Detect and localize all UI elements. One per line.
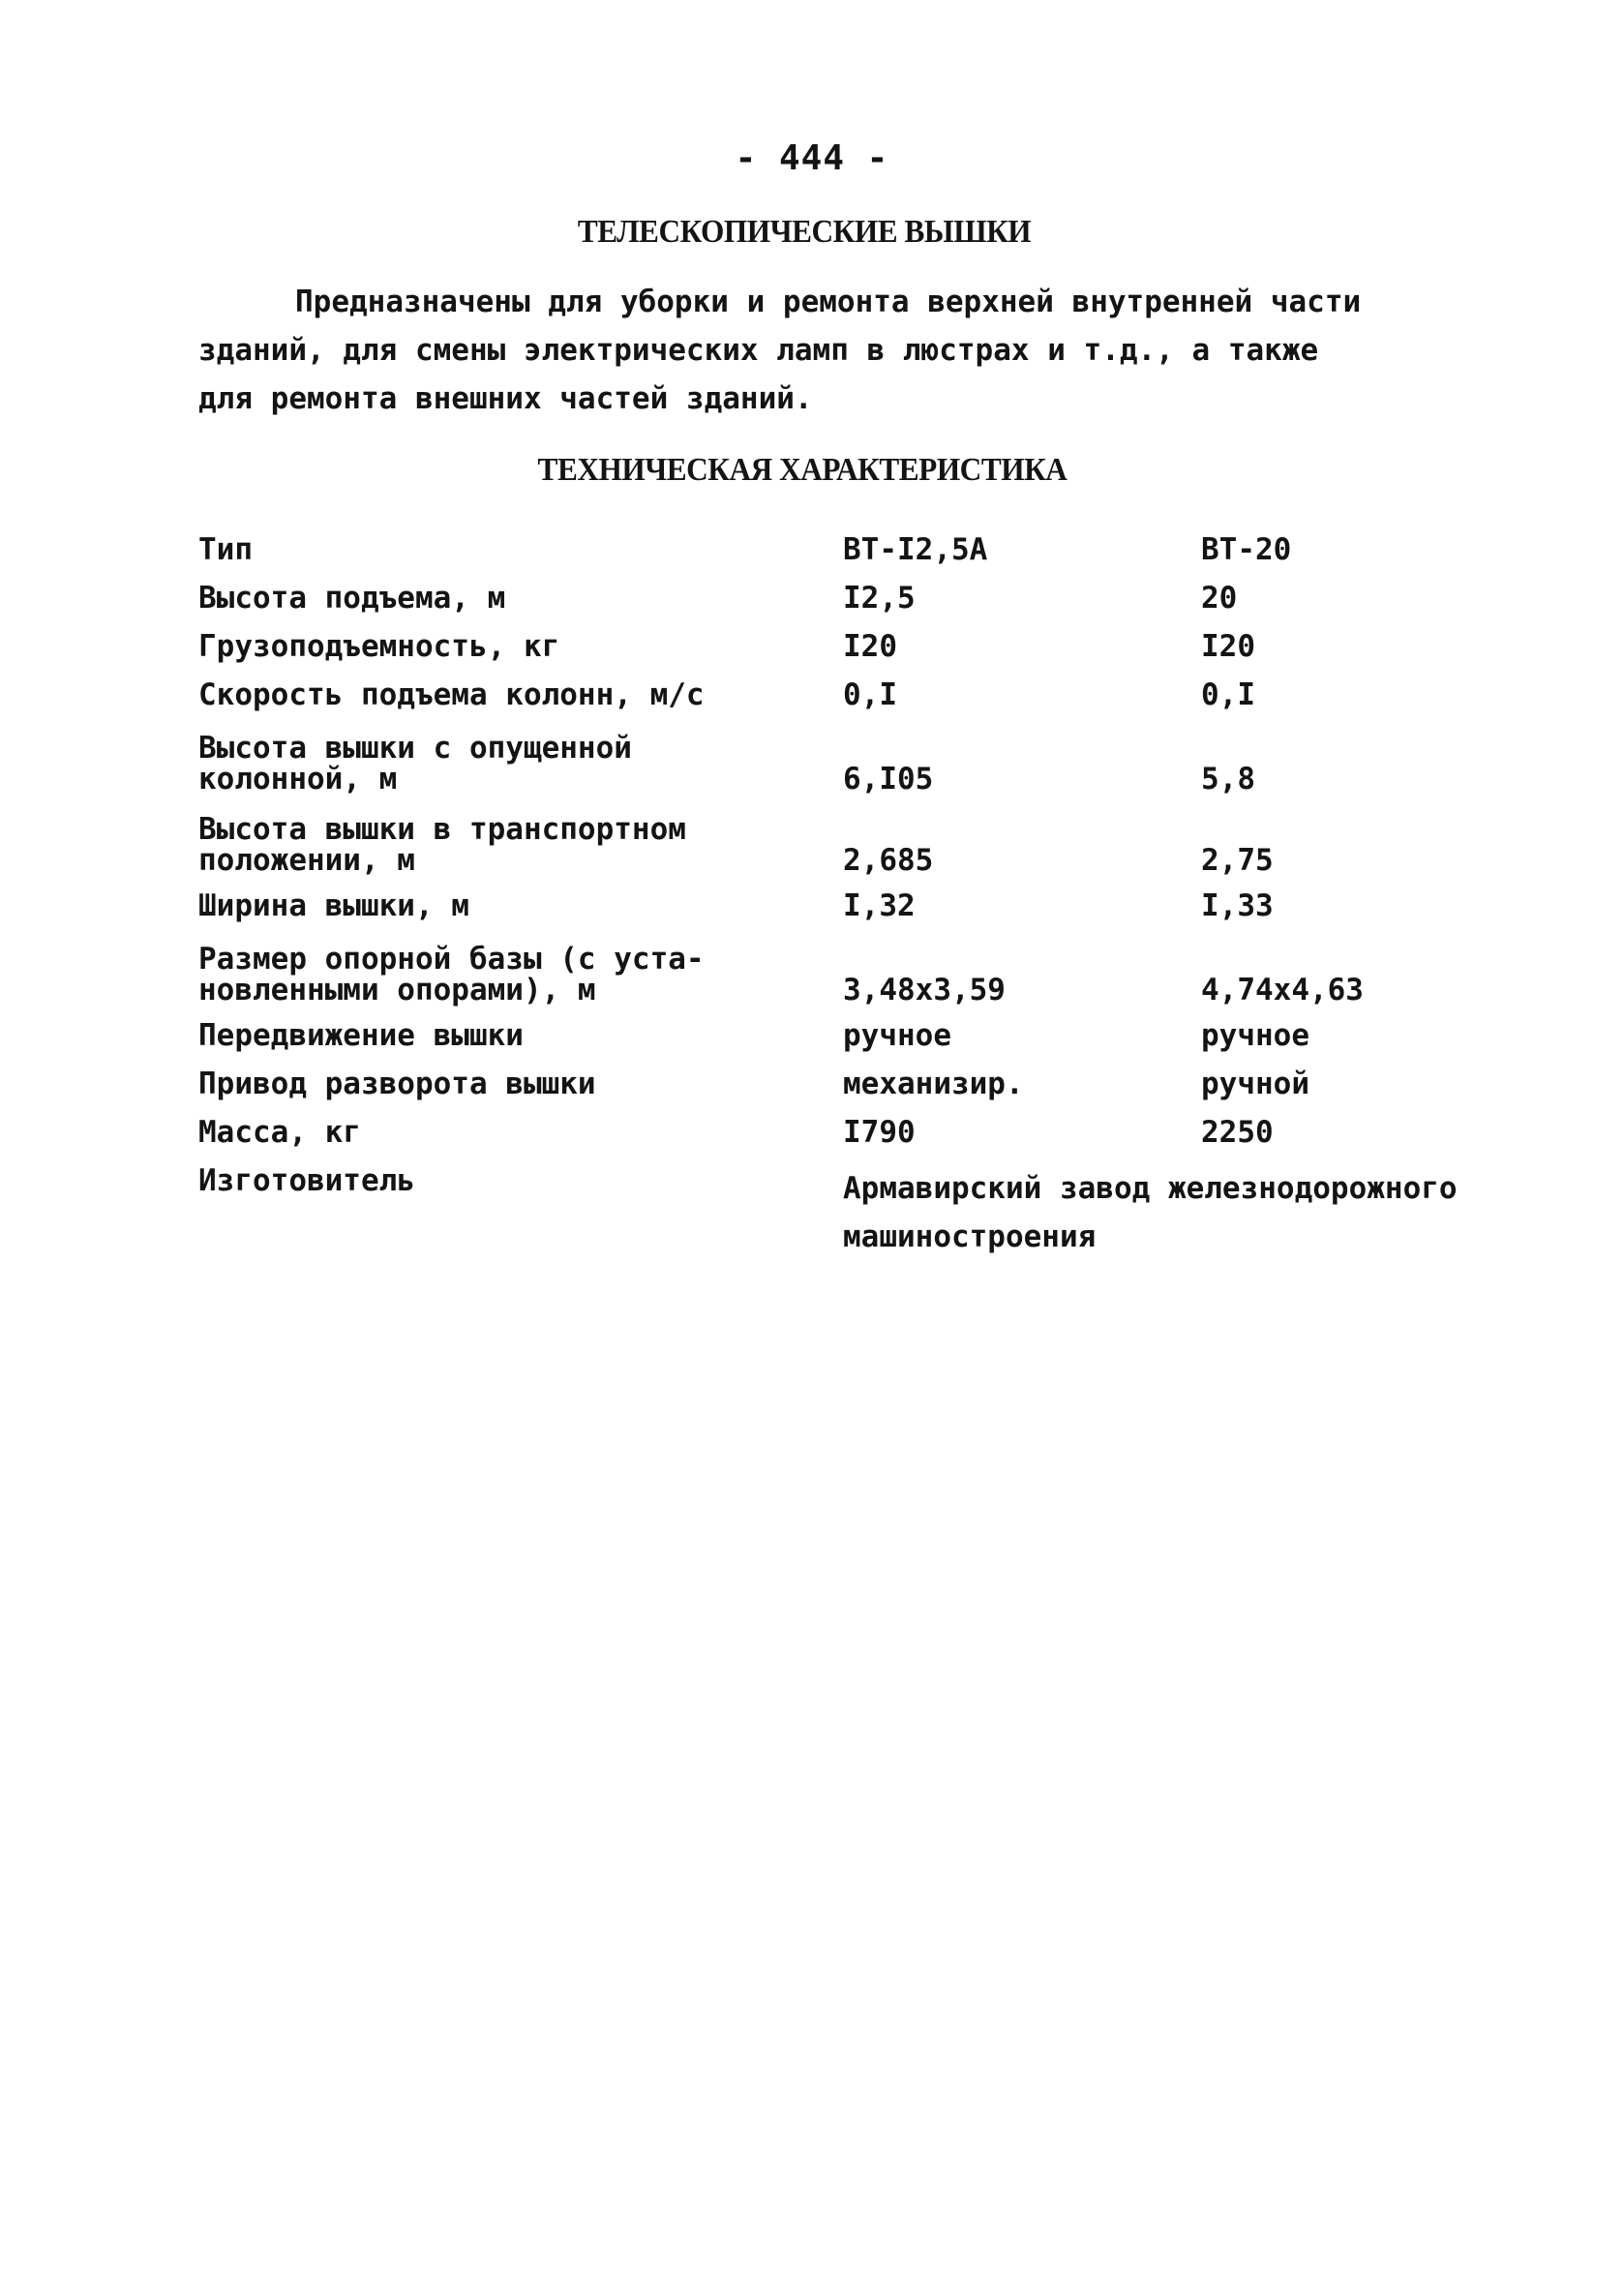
spec-value-bt20: ручной	[1201, 1067, 1309, 1101]
intro-line: зданий, для смены электрических ламп в люстрах и т.д., а также	[198, 333, 1319, 368]
spec-label: Тип	[198, 532, 253, 567]
spec-row-type	[198, 526, 1553, 574]
specs-heading: ТЕХНИЧЕСКАЯ ХАРАКТЕРИСТИКА	[537, 452, 1068, 488]
spec-value-bt125a: 6,I05	[843, 762, 934, 797]
spec-value-bt20: ручное	[1201, 1018, 1309, 1053]
spec-value-bt20: 5,8	[1201, 762, 1255, 797]
spec-value-bt20: I,33	[1201, 888, 1274, 923]
specs-table	[198, 526, 1553, 1254]
spec-row-manufacturer	[198, 1157, 1553, 1254]
spec-label: Ширина вышки, м	[198, 888, 469, 923]
spec-row-lowered-height	[198, 719, 1553, 800]
spec-value-bt125a: I20	[843, 629, 897, 664]
spec-label: Грузоподъемность, кг	[198, 629, 560, 664]
manufacturer-line: Армавирский завод железнодорожного	[843, 1171, 1458, 1206]
spec-value-bt125a: 3,48х3,59	[843, 973, 1006, 1007]
spec-label-line: колонной, м	[198, 762, 398, 797]
spec-value-bt125a: I,32	[843, 888, 916, 923]
manufacturer-value	[843, 1164, 1540, 1261]
spec-value-bt20: 4,74х4,63	[1201, 973, 1364, 1007]
spec-row-mass	[198, 1108, 1553, 1157]
spec-row-movement	[198, 1011, 1553, 1060]
document-title: ТЕЛЕСКОПИЧЕСКИЕ ВЫШКИ	[577, 214, 1032, 250]
spec-value-bt125a: 2,685	[843, 843, 934, 878]
spec-value-bt125a: I2,5	[843, 581, 916, 616]
spec-value-bt20: 2,75	[1201, 843, 1274, 878]
spec-value-bt20: 20	[1201, 581, 1238, 616]
spec-label-line: Высота вышки с опущенной	[198, 731, 632, 766]
spec-value-bt125a: I790	[843, 1115, 916, 1150]
spec-value-bt20: ВТ-20	[1201, 532, 1292, 567]
spec-row-lift-speed	[198, 671, 1553, 719]
spec-row-width	[198, 882, 1553, 930]
spec-row-lift-height	[198, 574, 1553, 622]
page-number: - 444 -	[735, 138, 889, 178]
spec-row-rotation-drive	[198, 1060, 1553, 1108]
spec-value-bt20: 2250	[1201, 1115, 1274, 1150]
spec-label: Изготовитель	[198, 1163, 415, 1198]
intro-line: Предназначены для уборки и ремонта верхней внутренней части	[295, 285, 1362, 319]
spec-value-bt125a: 0,I	[843, 677, 897, 712]
spec-label: Масса, кг	[198, 1115, 361, 1150]
spec-label: Скорость подъема колонн, м/с	[198, 677, 705, 712]
spec-label-line: новленными опорами), м	[198, 973, 596, 1007]
spec-value-bt20: I20	[1201, 629, 1255, 664]
manufacturer-line: машиностроения	[843, 1219, 1097, 1254]
intro-paragraph	[198, 278, 1515, 423]
spec-row-transport-height	[198, 800, 1553, 882]
spec-label-line: положении, м	[198, 843, 415, 878]
spec-row-base-size	[198, 930, 1553, 1011]
spec-label	[198, 814, 843, 876]
spec-label	[198, 944, 843, 1006]
spec-label: Высота подъема, м	[198, 581, 506, 616]
spec-label-line: Размер опорной базы (с уста-	[198, 942, 705, 977]
spec-label-line: Высота вышки в транспортном	[198, 812, 686, 847]
spec-row-capacity	[198, 622, 1553, 671]
spec-value-bt125a: ВТ-I2,5А	[843, 532, 988, 567]
spec-value-bt125a: ручное	[843, 1018, 951, 1053]
spec-label: Привод разворота вышки	[198, 1067, 596, 1101]
spec-label	[198, 733, 843, 795]
intro-line: для ремонта внешних частей зданий.	[198, 381, 813, 416]
spec-label: Передвижение вышки	[198, 1018, 524, 1053]
spec-value-bt20: 0,I	[1201, 677, 1255, 712]
spec-value-bt125a: механизир.	[843, 1067, 1024, 1101]
